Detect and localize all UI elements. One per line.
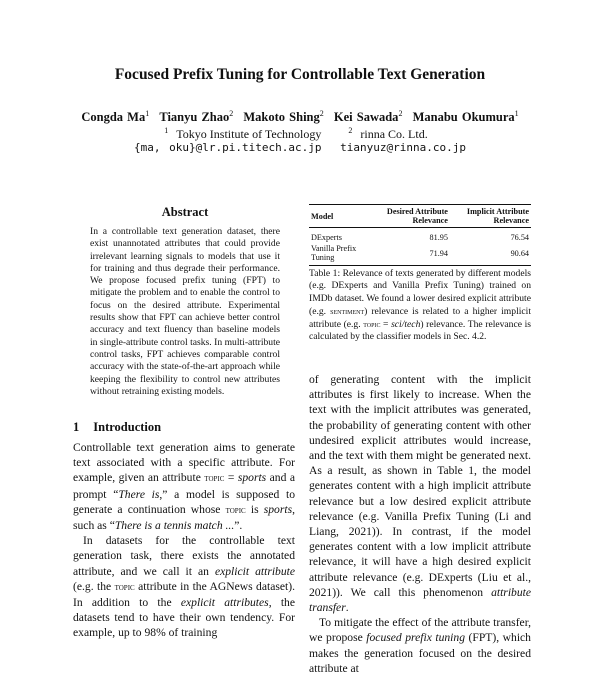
introduction-body xyxy=(73,440,295,641)
author: Manabu Okumura$^1$ xyxy=(412,109,519,125)
email: {ma, oku}@lr.pi.titech.ac.jp xyxy=(134,141,322,154)
paper-title: Focused Prefix Tuning for Controllable Text Generation xyxy=(114,66,486,83)
email: tianyuz@rinna.co.jp xyxy=(340,141,466,154)
author: Congda Ma$^1$ xyxy=(81,109,150,125)
paragraph: To mitigate the effect of the attribute transfer, we propose focused prefix tuning (FPT), which makes the generation focused on the desired attribute at xyxy=(309,616,531,675)
affiliation: $^2$ rinna Co. Ltd. xyxy=(348,126,428,141)
paragraph: Controllable text generation aims to generate text associated with a specific attribute. For example, given an attribute topic = sports and a prompt “There is,” a model is supposed to generate a continuation whose topic is sports, such as “There is a tennis match ...”. xyxy=(73,441,295,533)
paragraph: of generating content with the implicit attributes is first likely to increase. When the text with the implicit attributes was generated, the probability of generating content with other undesired explicit attributes would increase, and the text with them might be generated next. As a result, as shown in Table 1, the model generates content with a high implicit attribute relevance but a low desired explicit attribute relevance (e.g. Vanilla Prefix Tuning (Li and Liang, 2021)). In contrast, if the model generates content with a low implicit attribute relevance, it will have a high desired explicit attribute relevance (e.g. DExperts (Liu et al., 2021)). We call this phenomenon attribute transfer. xyxy=(309,373,531,615)
abstract-heading: Abstract xyxy=(161,205,209,219)
section-heading-introduction xyxy=(73,420,161,435)
author-list xyxy=(0,109,600,125)
abstract-text: In a controllable text generation dataset, there exist unannotated attributes that could provide irrelevant learning signals to models that use it for training and thus degrade their performance. We propose focused prefix tuning (FPT) to mitigate the problem and to enable the control to focus on the desired attribute. Experimental results show that FPT can achieve better control accuracy and text fluency than baseline models in single-attribute control tasks. In multi-attribute control tasks, FPT achieves comparable control accuracy with the state-of-the-art approach while keeping the flexibility to control new attributes without retraining existing models. xyxy=(90,226,280,397)
author: Kei Sawada$^2$ xyxy=(333,109,403,125)
right-column-body xyxy=(309,372,531,676)
results-table xyxy=(309,204,531,266)
table-cell: 90.64 xyxy=(510,248,529,258)
table-caption: Table 1: Relevance of texts generated by different models (e.g. DExperts and Vanilla Prefix Tuning) trained on IMDb dataset. We found a lower desired explicit attribute (e.g. sentiment) relevance is related to a higher implicit attribute (e.g. topic = sci/tech) relevance. The relevance is calculated by the classifier models in Sec. 4.2. xyxy=(309,268,531,343)
table-cell: 76.54 xyxy=(510,233,529,242)
table-cell: 71.94 xyxy=(429,248,448,258)
table-header-row xyxy=(309,205,531,228)
column-header-desired: Desired Attribute Relevance xyxy=(386,207,448,225)
column-header-model: Model xyxy=(311,211,334,221)
table-cell: Vanilla Prefix Tuning xyxy=(311,244,357,262)
paragraph: In datasets for the controllable text generation task, there exists the annotated attribute, and we call it an explicit attribute (e.g. the topic attribute in the AGNews dataset). In addition to the explicit attributes, the datasets tend to have their own tendency. For example, up to 98% of training xyxy=(73,534,296,640)
table-row xyxy=(309,243,531,266)
table-row xyxy=(309,228,531,244)
emails xyxy=(0,141,600,154)
table-cell: 81.95 xyxy=(429,233,448,242)
section-title: Introduction xyxy=(93,420,162,434)
affiliation: $^1$ Tokyo Institute of Technology xyxy=(164,126,322,141)
table-cell: DExperts xyxy=(311,233,342,242)
author: Tianyu Zhao$^2$ xyxy=(159,109,234,125)
author: Makoto Shing$^2$ xyxy=(243,109,324,125)
column-header-implicit: Implicit Attribute Relevance xyxy=(466,207,529,225)
section-number: 1 xyxy=(73,420,80,434)
affiliations xyxy=(0,126,600,142)
